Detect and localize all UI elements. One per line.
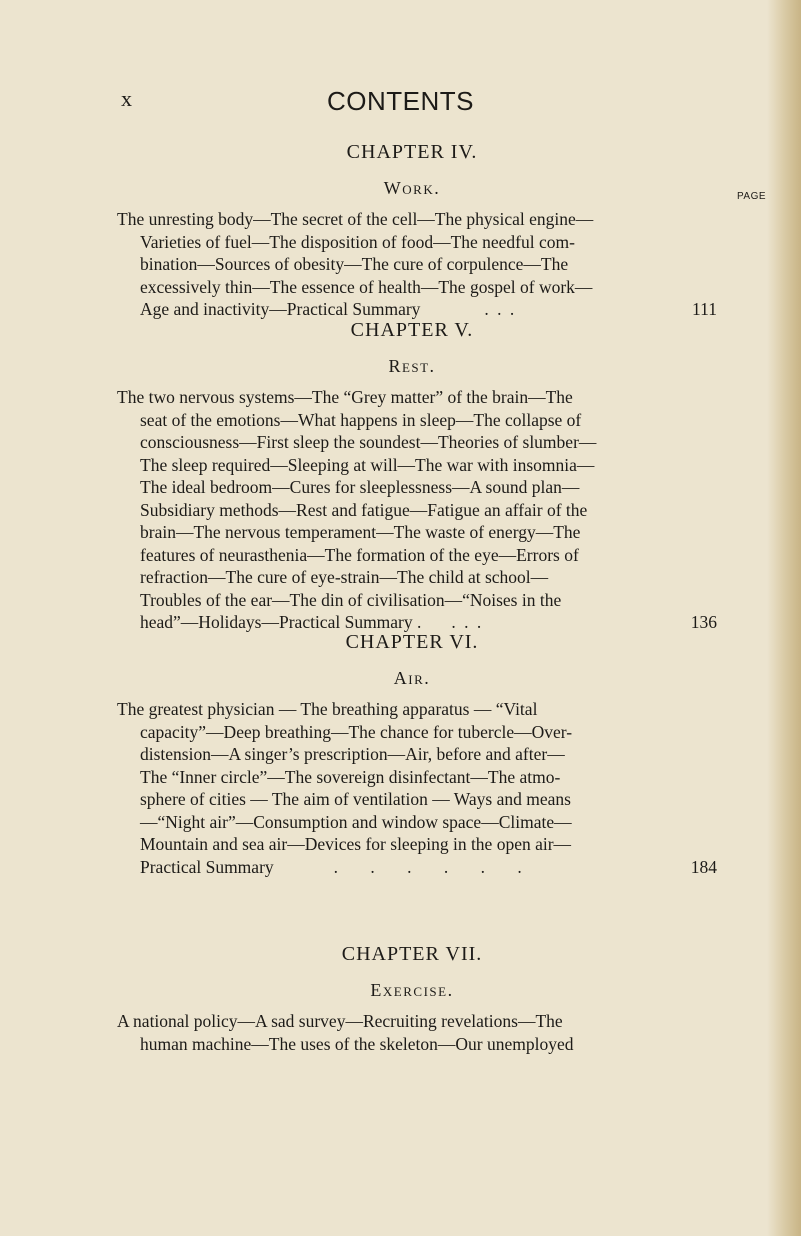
summary-line: distension—A singer’s prescription—Air, before and after— bbox=[140, 744, 565, 764]
page-title: CONTENTS bbox=[327, 86, 474, 116]
summary-line: The unresting body—The secret of the cell—The physical engine— bbox=[117, 209, 594, 229]
summary-line: Troubles of the ear—The din of civilisation—“Noises in the bbox=[140, 589, 562, 610]
chapter-title: CHAPTER IV. bbox=[346, 141, 478, 163]
summary-line: The ideal bedroom—Cures for sleeplessness—A sound plan— bbox=[140, 477, 580, 497]
page-number-roman: x bbox=[121, 86, 132, 111]
running-header bbox=[0, 86, 801, 120]
page-number: 184 bbox=[690, 856, 717, 877]
summary-line: —“Night air”—Consumption and window space—Climate— bbox=[140, 811, 572, 832]
summary-line: bination—Sources of obesity—The cure of corpulence—The bbox=[140, 254, 569, 274]
page-edge-shadow bbox=[767, 0, 801, 1236]
summary-line: human machine—The uses of the skeleton—Our unemployed bbox=[140, 1033, 574, 1054]
dot-leader: . . . . . . bbox=[333, 856, 536, 877]
chapter-title: CHAPTER VI. bbox=[345, 631, 479, 653]
summary-line: brain—The nervous temperament—The waste of energy—The bbox=[140, 522, 581, 542]
summary-line: refraction—The cure of eye-strain—The child at school— bbox=[140, 567, 549, 587]
dot-leader: . . . bbox=[451, 612, 484, 632]
summary-line: The “Inner circle”—The sovereign disinfectant—The atmo- bbox=[140, 766, 561, 787]
chapter-6 bbox=[117, 630, 717, 878]
summary-line: The two nervous systems—The “Grey matter” of the brain—The bbox=[117, 387, 573, 407]
summary-line: Mountain and sea air—Devices for sleeping in the open air— bbox=[140, 834, 572, 854]
summary-line: consciousness—First sleep the soundest—Theories of slumber— bbox=[140, 432, 597, 452]
chapter-subtitle: Air. bbox=[393, 668, 431, 688]
chapter-7 bbox=[117, 942, 707, 1055]
chapter-subtitle: Exercise. bbox=[370, 980, 454, 1000]
summary-line: excessively thin—The essence of health—The gospel of work— bbox=[140, 276, 593, 297]
chapter-summary bbox=[117, 208, 717, 321]
summary-line: seat of the emotions—What happens in sleep—The collapse of bbox=[140, 409, 582, 430]
summary-line bbox=[117, 856, 707, 879]
summary-line: Varieties of fuel—The disposition of food—The needful com- bbox=[140, 231, 575, 252]
summary-text: head”—Holidays—Practical Summary . bbox=[140, 612, 422, 632]
summary-line: features of neurasthenia—The formation of the eye—Errors of bbox=[140, 544, 579, 565]
chapter-4 bbox=[117, 140, 717, 321]
page-number: 111 bbox=[692, 299, 717, 319]
chapter-subtitle: Rest. bbox=[388, 356, 436, 376]
summary-line: A national policy—A sad survey—Recruiting revelations—The bbox=[117, 1011, 563, 1031]
summary-text: Age and inactivity—Practical Summary bbox=[140, 299, 421, 319]
summary-line: capacity”—Deep breathing—The chance for tubercle—Over- bbox=[140, 721, 573, 742]
chapter-summary bbox=[117, 1010, 707, 1055]
page-column-label: PAGE bbox=[737, 191, 767, 202]
chapter-title: CHAPTER V. bbox=[350, 319, 474, 341]
summary-line: The sleep required—Sleeping at will—The war with insomnia— bbox=[140, 454, 595, 475]
summary-text: Practical Summary bbox=[140, 856, 274, 877]
chapter-subtitle: Work. bbox=[383, 178, 441, 198]
page-number: 136 bbox=[690, 612, 717, 632]
chapter-summary bbox=[117, 698, 717, 878]
summary-line: sphere of cities — The aim of ventilation — Ways and means bbox=[140, 789, 571, 809]
summary-line: Subsidiary methods—Rest and fatigue—Fatigue an affair of the bbox=[140, 499, 588, 520]
chapter-summary bbox=[117, 386, 717, 634]
summary-line: The greatest physician — The breathing apparatus — “Vital bbox=[117, 699, 538, 719]
dot-leader: . . . bbox=[484, 299, 517, 319]
chapter-5 bbox=[117, 318, 717, 634]
chapter-title: CHAPTER VII. bbox=[341, 943, 483, 965]
